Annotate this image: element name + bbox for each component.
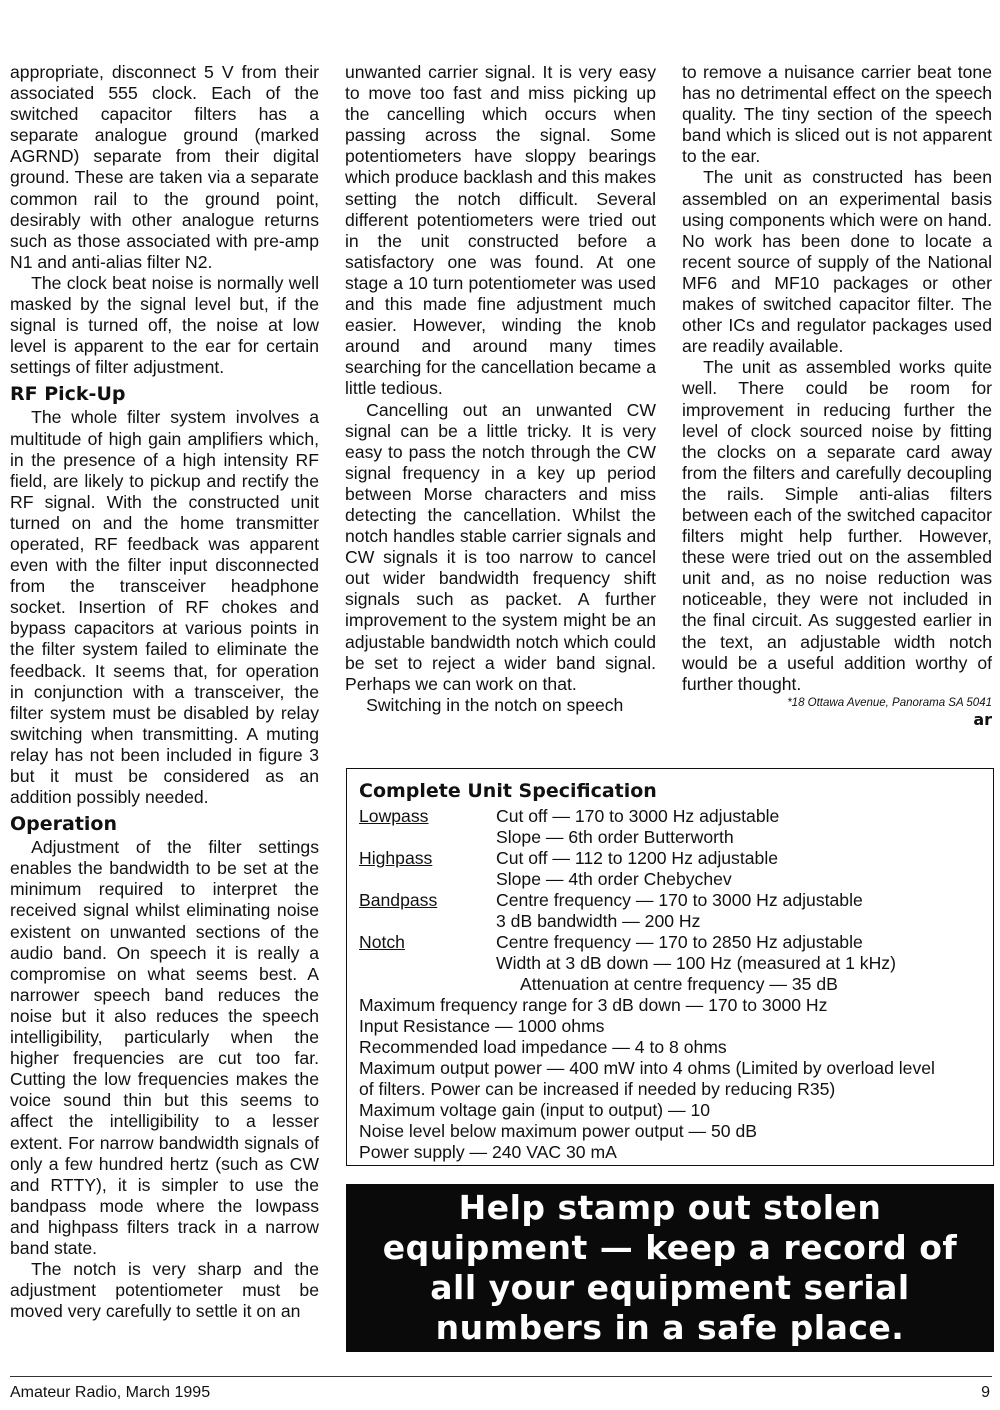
paragraph: The whole filter system involves a multitude of high gain amplifiers which, in the presence of a high intensity RF field, are likely to pickup and rectify the RF signal. With the constructed unit turned on and the home transmitter operated, RF feedback was apparent even with the filter input disconnected from the transceiver headphone socket. Insertion of RF chokes and bypass capacitors at various points in the filter system failed to eliminate the feedback. It seems that, for operation in conjunction with a transceiver, the filter system must be disabled by relay switching when transmitting. A muting relay has not been included in figure 3 but it must be considered as an addition possibly needed. [10, 407, 319, 808]
spec-label-highpass: Highpass [359, 848, 433, 868]
paragraph: The notch is very sharp and the adjustment potentiometer must be moved very carefully to settle it on an [10, 1259, 319, 1322]
paragraph: appropriate, disconnect 5 V from their associated 555 clock. Each of the switched capacitor filters has a separate analogue ground (marked AGRND) separate from their digital ground. These are taken via a separate common rail to the ground point, desirably with other analogue returns such as those associated with pre-amp N1 and anti-alias filter N2. [10, 62, 319, 272]
banner-line: all your equipment serial [430, 1268, 910, 1307]
spec-line: Slope — 6th order Butterworth [496, 827, 734, 847]
spec-row: Noise level below maximum power output — 50 dB [359, 1121, 757, 1141]
paragraph: Cancelling out an unwanted CW signal can be a little tricky. It is very easy to pass the notch through the CW signal frequency in a key up period between Morse characters and miss detecting the cancellation. Whilst the notch handles stable carrier signals and CW signals it is too narrow to cancel out wider bandwidth frequency shift signals such as packet. A further improvement to the system might be an adjustable bandwidth notch which could be set to reject a wider band signal. Perhaps we can work on that. [345, 399, 656, 694]
spec-highpass [359, 848, 981, 890]
spec-label-bandpass: Bandpass [359, 890, 438, 910]
article-column-2 [345, 62, 656, 716]
page-number: 9 [981, 1384, 990, 1401]
spec-line: Slope — 4th order Chebychev [496, 869, 732, 889]
paragraph: unwanted carrier signal. It is very easy to move too fast and miss picking up the cancelling which occurs when passing across the signal. Some potentiometers have sloppy bearings which produce backlash and this makes setting the notch difficult. Several different potentiometers were tried out in the unit constructed before a satisfactory one was found. At one stage a 10 turn potentiometer was used and this made fine adjustment much easier. However, winding the knob around and around many times searching for the cancellation became a little tedious. [345, 62, 657, 399]
paragraph: The clock beat noise is normally well masked by the signal level but, if the signal is turned off, the noise at low level is apparent to the ear for certain settings of filter adjustment. [10, 272, 319, 378]
spec-row: Maximum output power — 400 mW into 4 ohms (Limited by overload level [359, 1058, 935, 1078]
spec-lowpass [359, 806, 981, 848]
spec-title: Complete Unit Specification [359, 780, 657, 802]
stolen-equipment-banner [346, 1184, 994, 1352]
paragraph: The unit as assembled works quite well. There could be room for improvement in reducing further the level of clock sourced noise by fitting the clocks on a separate card away from the filters and carefully decoupling the rails. Simple anti-alias filters between each of the switched capacitor filters might help further. However, these were tried out on the assembled unit and, as no noise reduction was noticeable, they were not included in the final circuit. As suggested earlier in the text, an adjustable width notch would be a useful addition worthy of further thought. [682, 357, 992, 694]
spec-line: Centre frequency — 170 to 3000 Hz adjustable [496, 890, 863, 910]
spec-row: Power supply — 240 VAC 30 mA [359, 1142, 617, 1162]
section-heading-rf-pickup: RF Pick-Up [10, 383, 126, 406]
paragraph: Adjustment of the filter settings enables the bandwidth to be set at the minimum required to interpret the received signal whilst eliminating noise existent on unwanted sections of the audio band. On speech it is really a compromise on what seems best. A narrower speech band reduces the noise but it also reduces the speech intelligibility, particularly when the higher frequencies are cut too far. Cutting the low frequencies makes the voice sound thin but this seems to affect the intelligibility to a lesser extent. For narrow bandwidth signals of only a few hundred hertz (such as CW and RTTY), it is simpler to use the bandpass mode where the lowpass and highpass filters track in a narrow band state. [10, 837, 319, 1258]
paragraph: to remove a nuisance carrier beat tone has no detrimental effect on the speech quality. The tiny section of the speech band which is sliced out is not apparent to the ear. [682, 62, 992, 167]
article-column-3 [682, 62, 992, 730]
spec-row: of filters. Power can be increased if needed by reducing R35) [359, 1079, 836, 1099]
section-heading-operation: Operation [10, 813, 118, 836]
spec-notch [359, 932, 981, 995]
spec-label-lowpass: Lowpass [359, 806, 429, 826]
spec-row: Maximum voltage gain (input to output) — 10 [359, 1100, 711, 1120]
paragraph: The unit as constructed has been assembled on an experimental basis using components which were on hand. No work has been done to locate a recent source of supply of the National MF6 and MF10 packages or other makes of switched capacitor filter. The other ICs and regulator packages used are readily available. [682, 167, 992, 357]
footer-divider [10, 1376, 992, 1377]
banner-line: equipment — keep a record of [382, 1228, 958, 1267]
spec-line: Width at 3 dB down — 100 Hz (measured at 1 kHz) [496, 953, 896, 973]
end-mark: ar [973, 709, 992, 729]
banner-line: Help stamp out stolen [458, 1188, 882, 1227]
specification-box [346, 768, 994, 1166]
spec-line: Cut off — 112 to 1200 Hz adjustable [496, 848, 779, 868]
spec-row: Maximum frequency range for 3 dB down — 170 to 3000 Hz [359, 995, 828, 1015]
spec-line: Attenuation at centre frequency — 35 dB [520, 974, 838, 994]
spec-line: Cut off — 170 to 3000 Hz adjustable [496, 806, 780, 826]
paragraph: Switching in the notch on speech [366, 694, 624, 715]
spec-row: Input Resistance — 1000 ohms [359, 1016, 605, 1036]
author-address: *18 Ottawa Avenue, Panorama SA 5041 [787, 696, 992, 709]
article-column-1 [10, 62, 319, 1322]
spec-line: Centre frequency — 170 to 2850 Hz adjustable [496, 932, 863, 952]
spec-label-notch: Notch [359, 932, 405, 952]
footer-publication: Amateur Radio, March 1995 [10, 1384, 211, 1401]
spec-line: 3 dB bandwidth — 200 Hz [496, 911, 701, 931]
spec-row: Recommended load impedance — 4 to 8 ohms [359, 1037, 727, 1057]
banner-line: numbers in a safe place. [435, 1308, 905, 1347]
spec-bandpass [359, 890, 981, 932]
